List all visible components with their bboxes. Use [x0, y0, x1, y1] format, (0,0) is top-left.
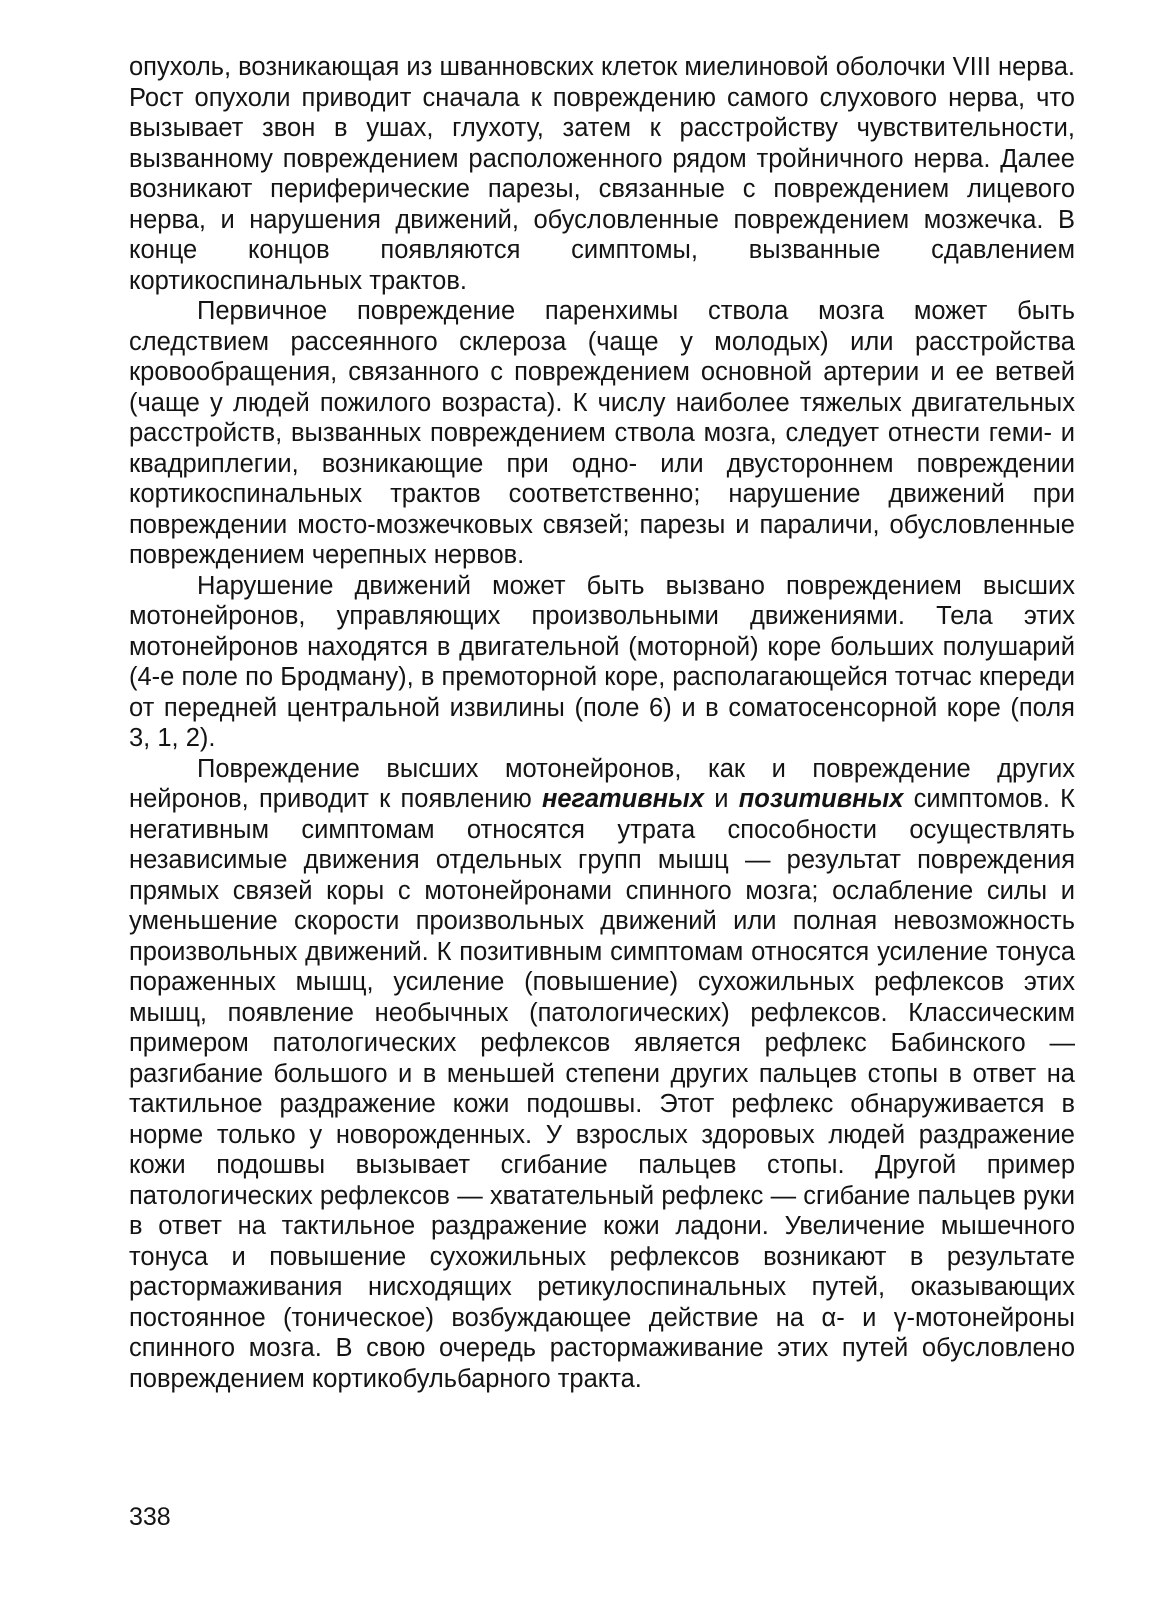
paragraph-4-rest: симптомов. К негативным симптомам относятся утрата способности осуществлять независимые движения отдельных групп мышц — результат повреждения прямых связей коры с мотонейронами спинного мозга; ослабление силы и уменьшение скорости произвольных движений или полная невозможность произвольных движений. К позитивным симптомам относятся усиление тонуса пораженных мышц, усиление (повышение) сухожильных рефлексов этих мышц, появление необычных (патологических) рефлексов. Классическим примером патологических рефлексов является рефлекс Бабинского — разгибание большого и в меньшей степени других пальцев стопы в ответ на тактильное раздражение кожи подошвы. Этот рефлекс обнаруживается в норме только у новорожденных. У взрослых здоровых людей раздражение кожи подошвы вызывает сгибание пальцев стопы. Другой пример патологических рефлексов — хватательный рефлекс — сгибание пальцев руки в ответ на тактильное раздражение кожи ладони. Увеличение мышечного тонуса и повышение сухожильных рефлексов возникают в результате растормаживания нисходящих ретикулоспинальных путей, оказывающих постоянное (тоническое) возбуждающее действие на α- и γ-мотонейроны спинного мозга. В свою очередь растормаживание этих путей обусловлено повреждением кортикобульбарного тракта. — [129, 785, 1075, 1393]
page-number: 338 — [129, 1503, 171, 1531]
term-positive: позитивных — [738, 785, 904, 813]
term-negative: негативных — [541, 785, 705, 813]
paragraph-2: Первичное повреждение паренхимы ствола мозга может быть следствием рассеянного склероза (чаще у молодых) или расстройства кровообращения, связанного с повреждением основной артерии и ее ветвей (чаще у людей пожилого возраста). К числу наиболее тяжелых двигательных расстройств, вызванных повреждением ствола мозга, следует отнести геми- и квадриплегии, возникающие при одно- или двустороннем повреждении кортикоспинальных трактов соответственно; нарушение движений при повреждении мосто-мозжечковых связей; парезы и параличи, обусловленные повреждением черепных нервов. — [129, 297, 1075, 569]
paragraph-1: опухоль, возникающая из шванновских клеток миелиновой оболочки VIII нерва. Рост опухоли приводит сначала к повреждению самого слухового нерва, что вызывает звон в ушах, глухоту, затем к расстройству чувствительности, вызванному повреждением расположенного рядом тройничного нерва. Далее возникают периферические парезы, связанные с повреждением лицевого нерва, и нарушения движений, обусловленные повреждением мозжечка. В конце концов появляются симптомы, вызванные сдавлением кортикоспинальных трактов. — [129, 53, 1075, 295]
page-body — [129, 52, 1075, 1394]
paragraph-4-conjunction: и — [704, 785, 739, 813]
paragraph-4-lead: Повреждение высших мотонейронов, как и повреждение других нейронов, приводит к появлению — [129, 754, 1075, 813]
paragraph-4 — [129, 754, 1075, 1395]
paragraph-3: Нарушение движений может быть вызвано повреждением высших мотонейронов, управляющих произвольными движениями. Тела этих мотонейронов находятся в двигательной (моторной) коре больших полушарий (4-е поле по Бродману), в премоторной коре, располагающейся тотчас кпереди от передней центральной извилины (поле 6) и в соматосенсорной коре (поля 3, 1, 2). — [129, 571, 1075, 752]
